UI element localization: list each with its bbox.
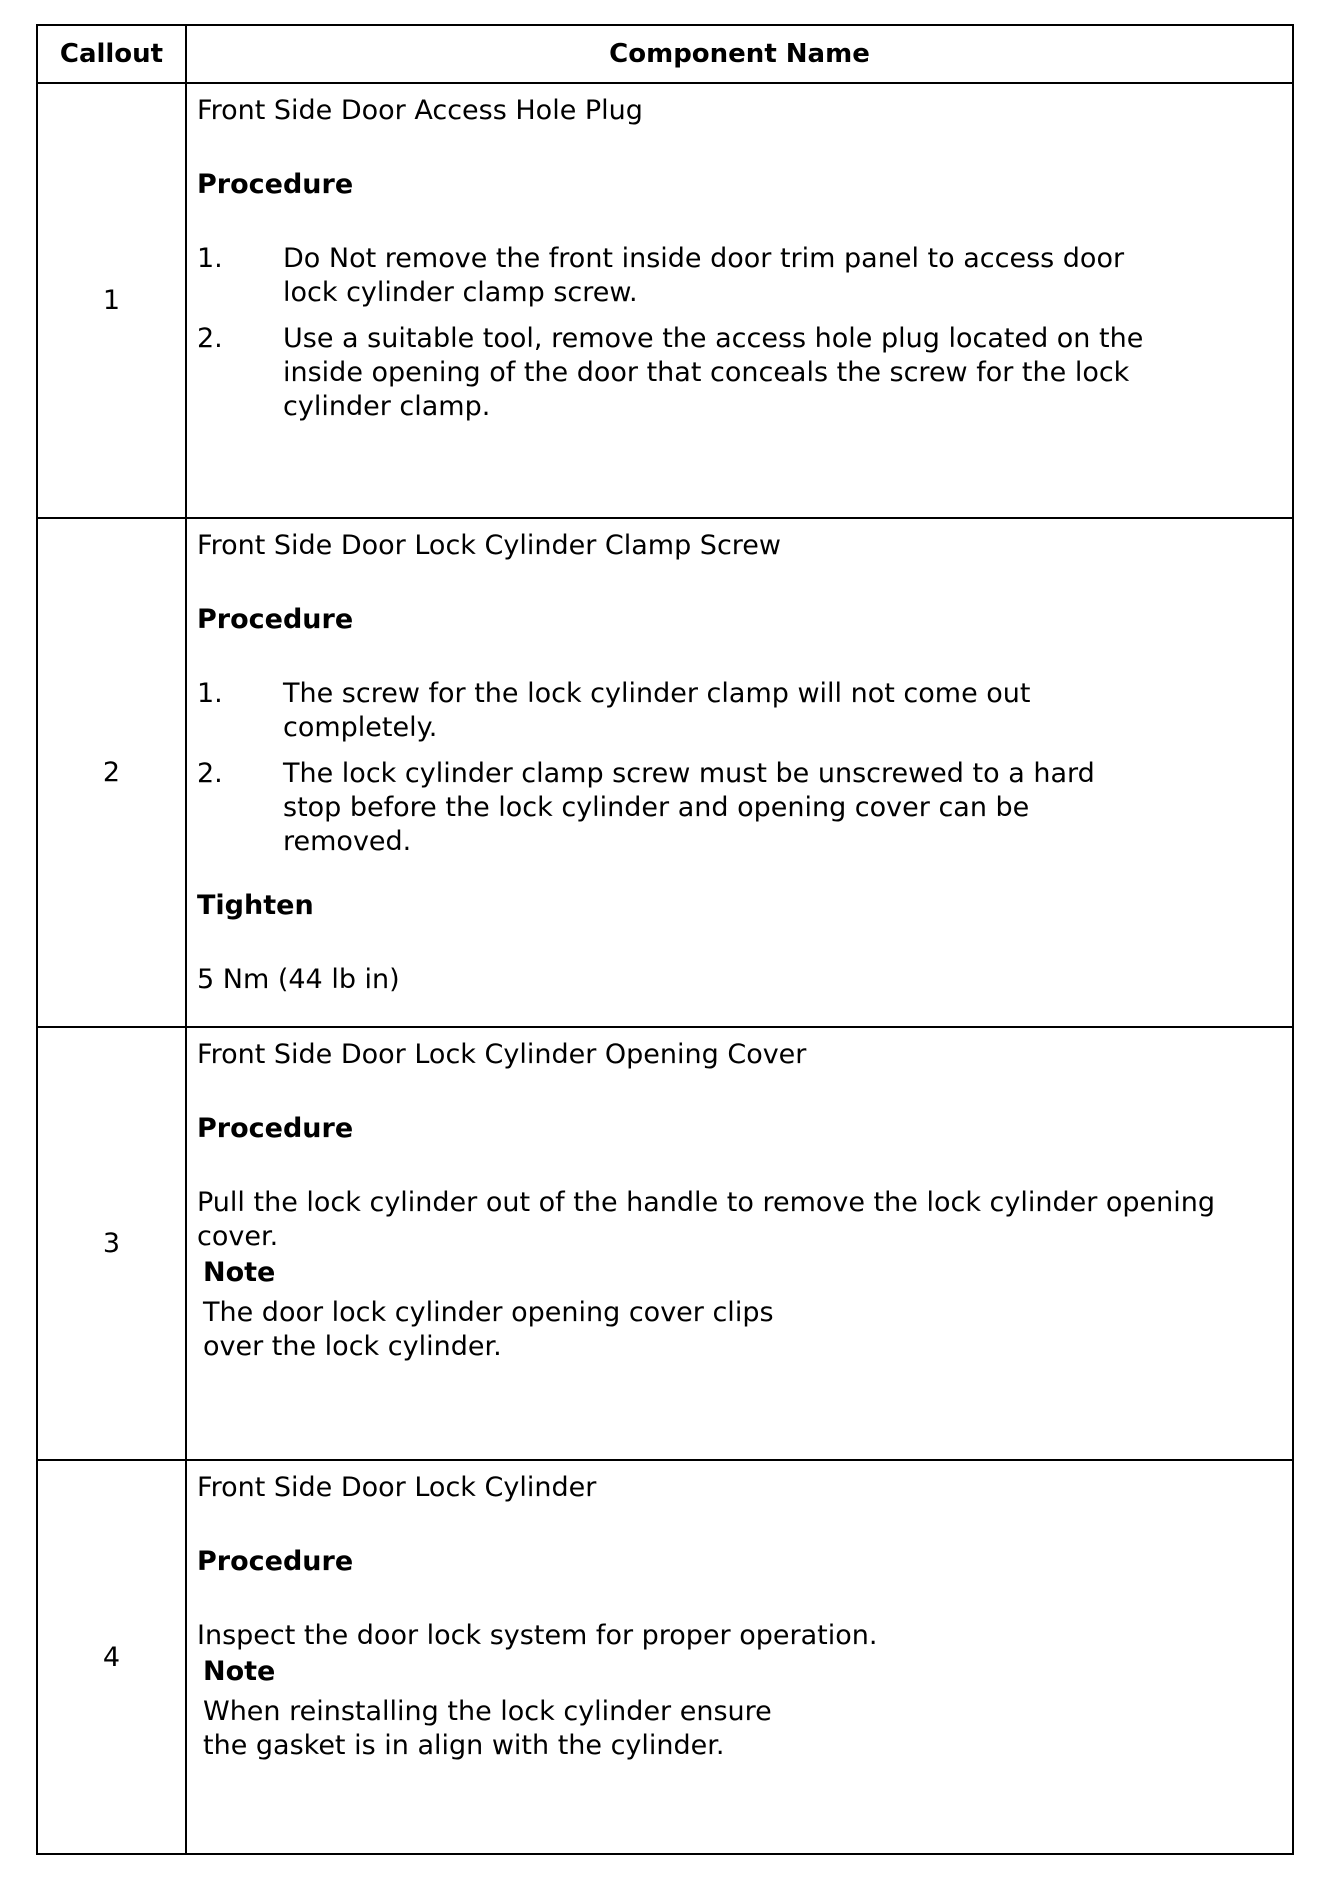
procedure-label: Procedure bbox=[197, 1113, 354, 1144]
component-cell bbox=[187, 519, 1292, 1026]
procedure-steps bbox=[197, 242, 1282, 424]
step-text: Use a suitable tool, remove the access hole plug located on the inside opening of the door that conceals the screw for the lock cylinder clamp. bbox=[283, 323, 1144, 422]
note-label: Note bbox=[203, 1257, 276, 1288]
step-text: The lock cylinder clamp screw must be unscrewed to a hard stop before the lock cylinder and opening cover can be removed. bbox=[283, 758, 1095, 857]
component-cell bbox=[187, 84, 1292, 517]
step-text: The screw for the lock cylinder clamp will not come out completely. bbox=[283, 678, 1031, 743]
note-label: Note bbox=[203, 1656, 276, 1687]
component-cell bbox=[187, 1028, 1292, 1459]
header-component-name: Component Name bbox=[609, 39, 870, 69]
table-row bbox=[38, 1026, 1292, 1459]
component-table bbox=[36, 24, 1294, 1855]
step-number: 2. bbox=[197, 323, 223, 354]
step-number: 2. bbox=[197, 758, 223, 789]
procedure-text: Inspect the door lock system for proper operation. bbox=[197, 1620, 878, 1651]
note-text: When reinstalling the lock cylinder ensure the gasket is in align with the cylinder. bbox=[203, 1696, 772, 1761]
step-text: Do Not remove the front inside door trim panel to access door lock cylinder clamp screw. bbox=[283, 243, 1125, 308]
table-header-row bbox=[38, 26, 1292, 82]
callout-number: 3 bbox=[38, 1028, 187, 1459]
step-number: 1. bbox=[197, 678, 223, 709]
header-callout: Callout bbox=[38, 26, 187, 82]
torque-value: 5 Nm (44 lb in) bbox=[197, 964, 400, 995]
component-name: Front Side Door Lock Cylinder Clamp Screw bbox=[197, 530, 781, 561]
step-item bbox=[197, 242, 1282, 310]
callout-number: 4 bbox=[38, 1461, 187, 1853]
table-row bbox=[38, 517, 1292, 1026]
step-item bbox=[197, 677, 1282, 745]
tighten-label: Tighten bbox=[197, 890, 314, 921]
step-number: 1. bbox=[197, 243, 223, 274]
component-name: Front Side Door Access Hole Plug bbox=[197, 95, 643, 126]
table-row bbox=[38, 82, 1292, 517]
procedure-label: Procedure bbox=[197, 169, 354, 200]
procedure-text: Pull the lock cylinder out of the handle to remove the lock cylinder opening cover. bbox=[197, 1187, 1216, 1252]
step-item bbox=[197, 322, 1282, 424]
component-cell bbox=[187, 1461, 1292, 1853]
procedure-label: Procedure bbox=[197, 1546, 354, 1577]
table-row bbox=[38, 1459, 1292, 1853]
procedure-steps bbox=[197, 677, 1282, 859]
component-name: Front Side Door Lock Cylinder bbox=[197, 1472, 597, 1503]
callout-number: 1 bbox=[38, 84, 187, 517]
component-name: Front Side Door Lock Cylinder Opening Cover bbox=[197, 1039, 807, 1070]
callout-number: 2 bbox=[38, 519, 187, 1026]
note-text: The door lock cylinder opening cover clips over the lock cylinder. bbox=[203, 1297, 774, 1362]
step-item bbox=[197, 757, 1282, 859]
procedure-label: Procedure bbox=[197, 604, 354, 635]
